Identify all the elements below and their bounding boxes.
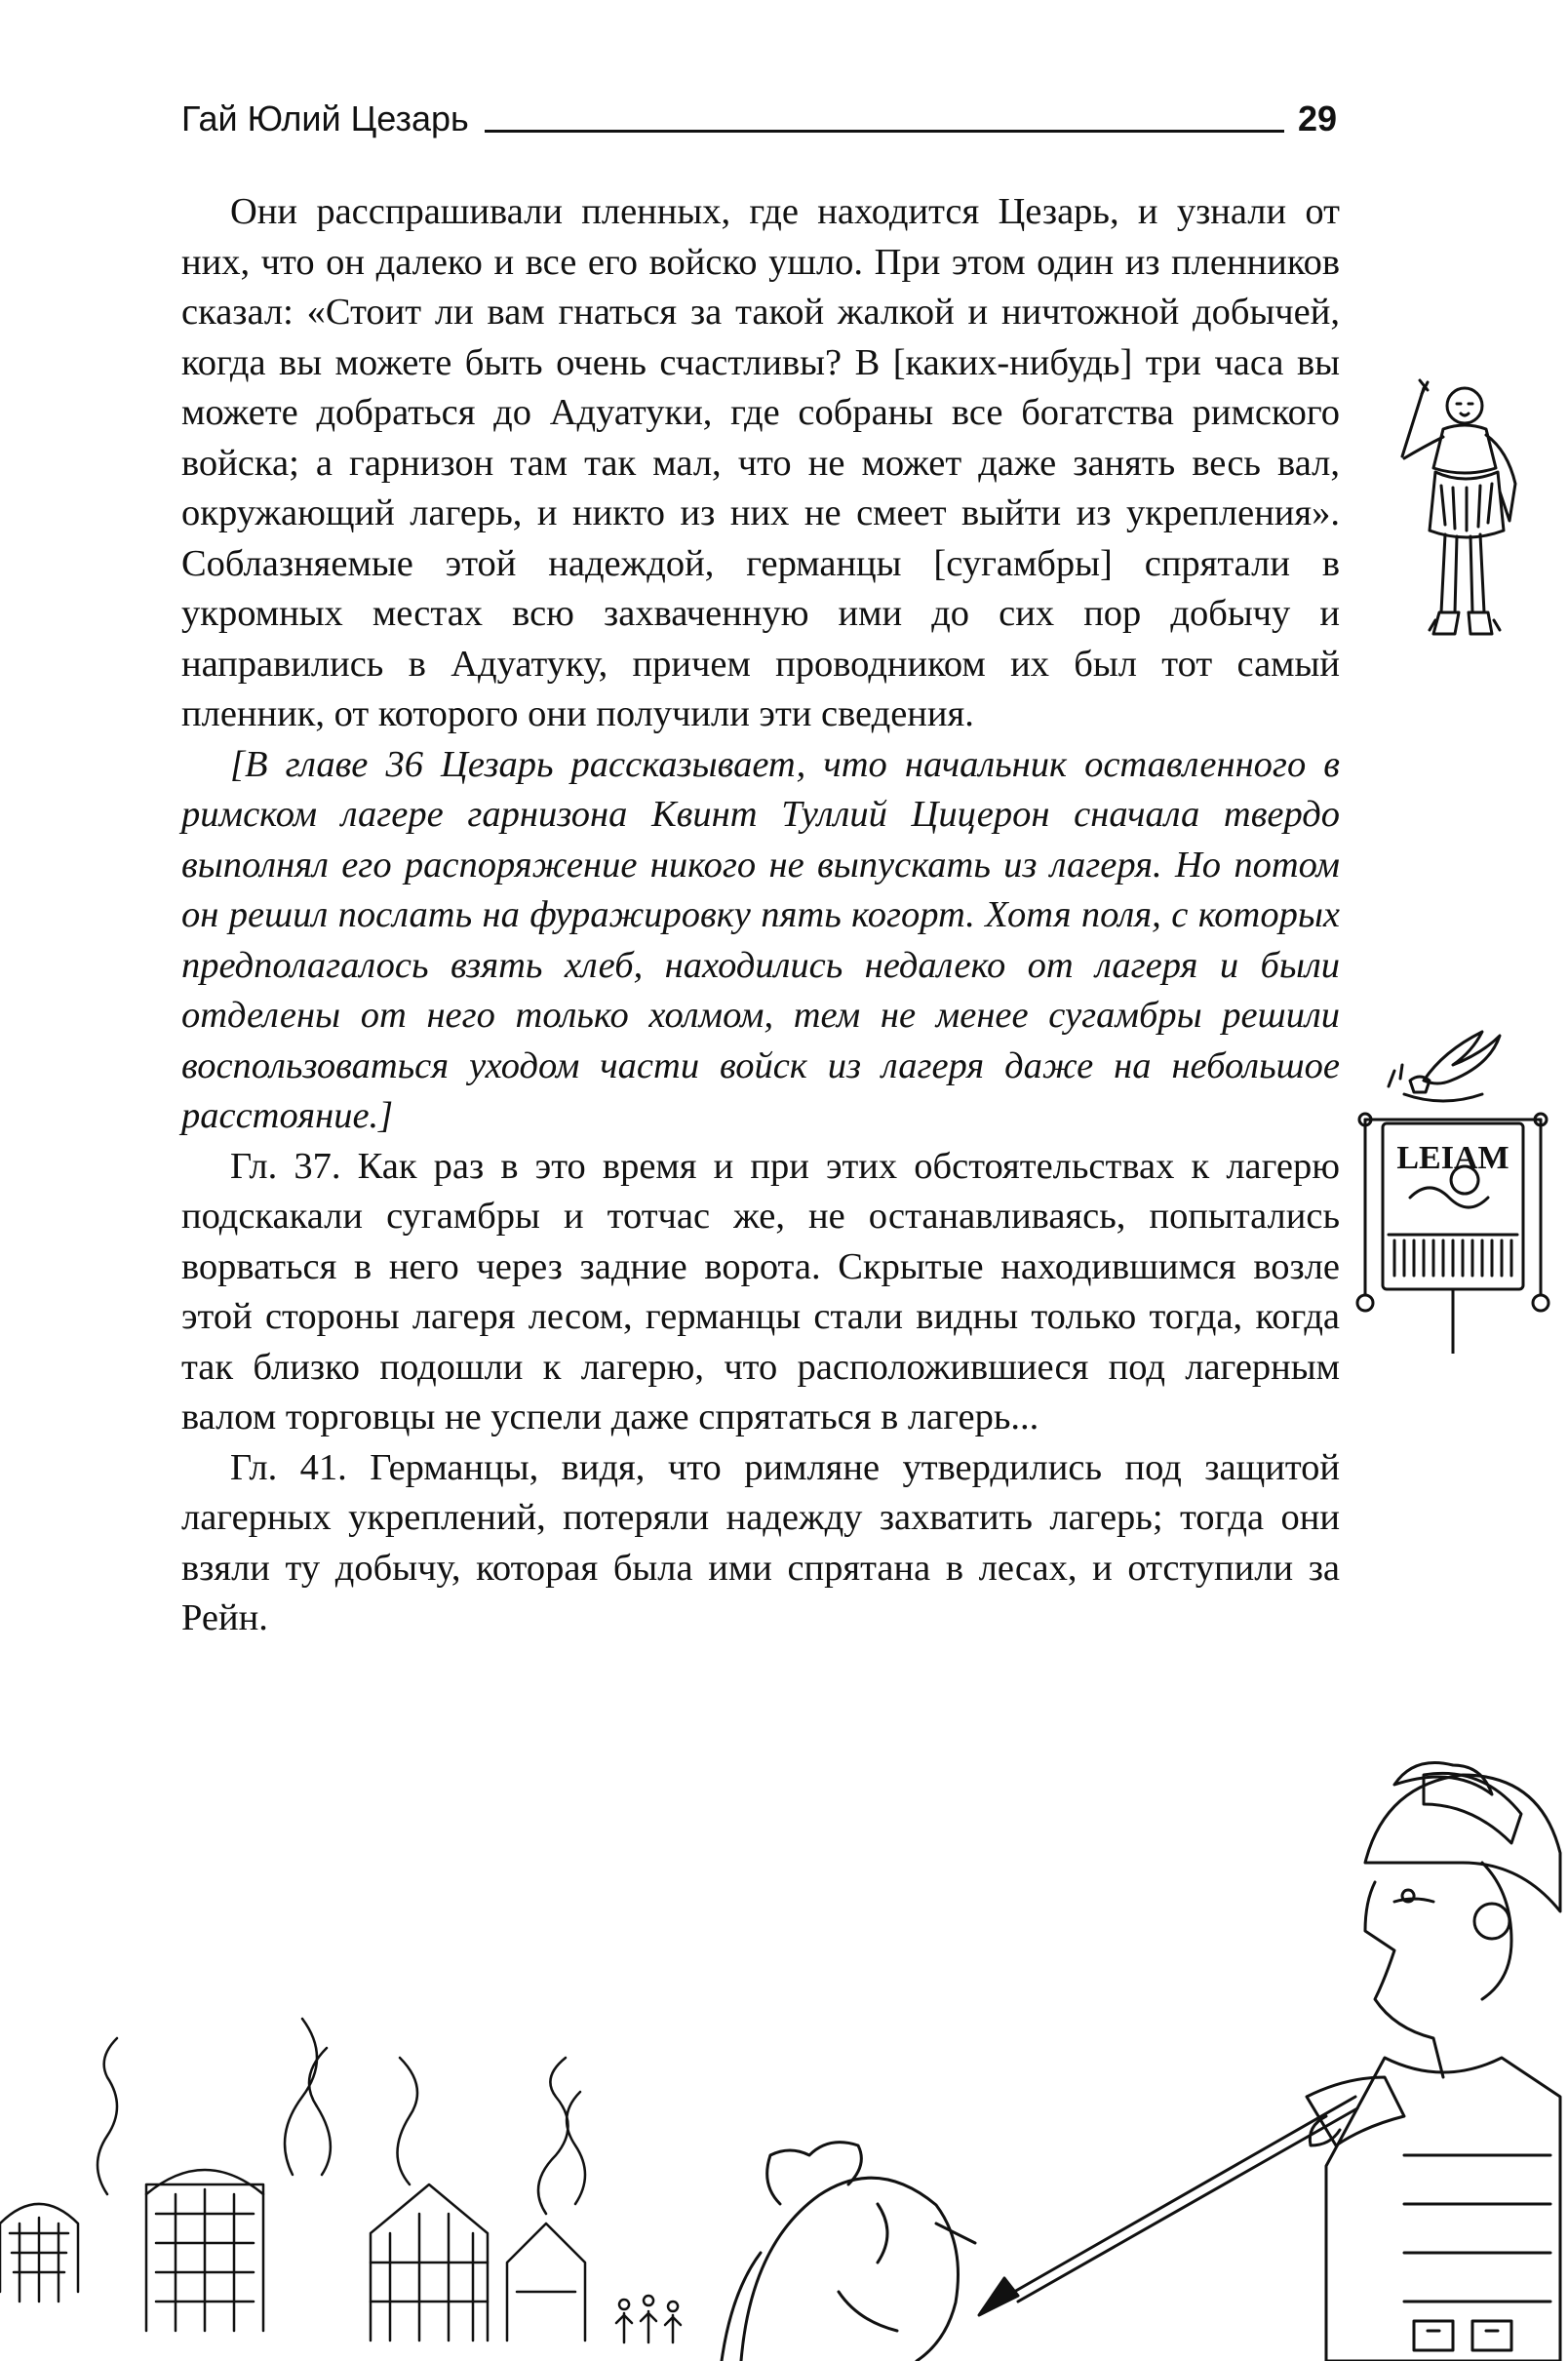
paragraph-captive-speech: Они расспрашивали пленных, где находится Цезарь, и узнали от них, что он далеко и все его войско ушло. При этом один из пленников сказал: «Стоит ли вам гнаться за такой жалкой и ничтожной добычей, когда вы можете быть очень счастливы? В [каких-нибудь] три часа вы можете добраться до Адуатуки, где собраны все богатства римского войска; а гарнизон там так мал, что не может даже занять весь вал, окружающий лагерь, и никто из них не смеет выйти из укрепления». Соблазняемые этой надеждой, германцы [сугамбры] спрятали в укромных местах всю захваченную ими до сих пор добычу и направились в Адуатуку, причем проводником их был тот самый пленник, от которого они получили эти сведения. bbox=[181, 191, 1340, 734]
page-number: 29 bbox=[1297, 98, 1337, 138]
running-title: Гай Юлий Цезарь bbox=[181, 98, 469, 138]
paragraph-editorial-summary: [В главе 36 Цезарь рассказывает, что начальник оставленного в римском лагере гарнизона Квинт Туллий Цицерон сначала твердо выполнял его распоряжение никого не выпускать из лагеря. Но потом он решил послать на фуражировку пять когорт. Хотя поля, с которых предполагалось взять хлеб, находились недалеко от лагеря и были отделены от него только холмом, тем не менее сугамбры решили воспользоваться уходом части войск из лагеря даже на небольшое расстояние.] bbox=[181, 743, 1340, 1136]
battle-scene-illustration bbox=[0, 1746, 1568, 2361]
burning-village bbox=[0, 2019, 681, 2342]
roman-standard-illustration bbox=[1355, 1012, 1550, 1354]
main-text bbox=[181, 187, 1340, 1644]
spear bbox=[979, 2097, 1357, 2315]
fallen-warrior bbox=[722, 2143, 975, 2361]
paragraph-chapter-41: Гл. 41. Германцы, видя, что римляне утвердились под защитой лагерных укреплений, потеряли надежду захватить лагерь; тогда они взяли ту добычу, которая была ими спрятана в лесах, и отступили за Рейн. bbox=[181, 1446, 1340, 1638]
paragraph-chapter-37: Гл. 37. Как раз в это время и при этих обстоятельствах к лагерю подскакали сугамбры и тотчас же, не останавливаясь, попытались ворваться в него через задние ворота. Скрытые находившимся возле этой стороны лагеря лесом, германцы стали видны только тогда, когда так близко подошли к лагерю, что расположившиеся под лагерным валом торговцы не успели даже спрятаться в лагерь... bbox=[181, 1145, 1340, 1437]
standard-inscription: LEIAM bbox=[1396, 1140, 1509, 1176]
eagle-icon bbox=[1424, 1032, 1500, 1083]
header-rule bbox=[485, 130, 1284, 133]
running-header bbox=[181, 90, 1337, 138]
roman-soldier bbox=[1307, 1763, 1560, 2361]
roman-figure-illustration bbox=[1385, 369, 1541, 690]
